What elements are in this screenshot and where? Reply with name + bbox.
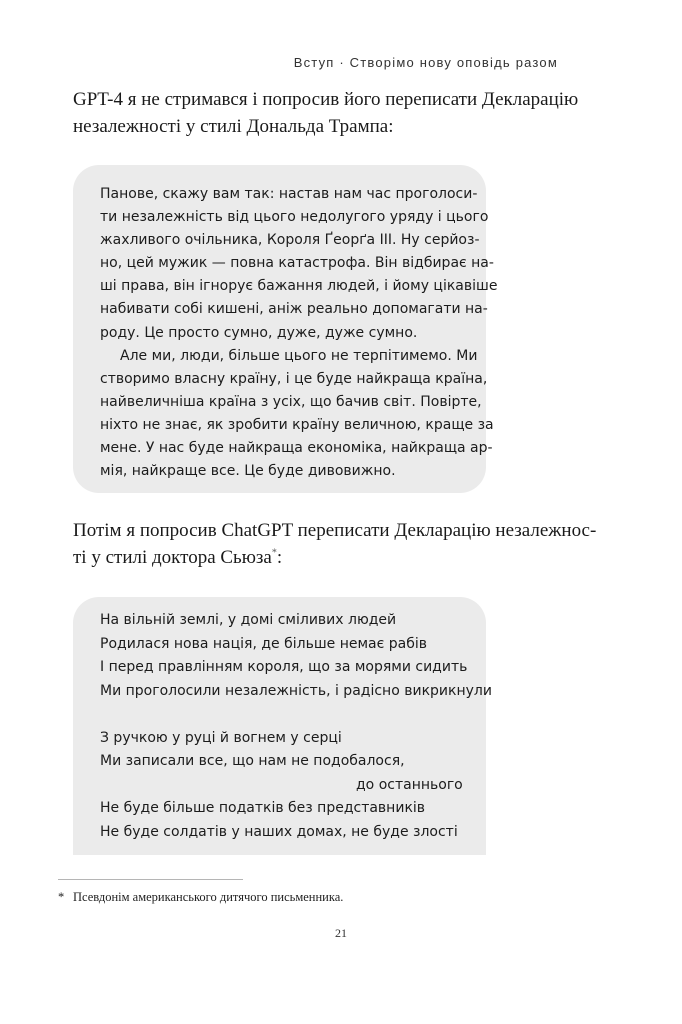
text-line: [73, 544, 593, 571]
text-line: незалежності у стилі Дональда Трампа:: [73, 116, 394, 137]
seuss-poem-bubble: [73, 597, 492, 855]
quote-line: роду. Це просто сумно, дуже, дуже сумно.: [100, 324, 418, 341]
quote-line: мене. У нас буде найкраща економіка, найкраща ар-: [100, 440, 493, 457]
trump-quote-bubble: [73, 165, 498, 493]
text-segment: ті у стилі доктора Сьюза: [73, 547, 272, 568]
text-line: Потім я попросив ChatGPT переписати Декларацію незалежнос-: [73, 520, 597, 541]
intro-paragraph-trump: [73, 86, 593, 140]
poem-line: Не буде більше податків без представників: [100, 800, 426, 816]
poem-line: Ми проголосили незалежність, і радісно викрикнули: [100, 682, 492, 699]
footnote-divider: [58, 879, 243, 880]
quote-line: Панове, скажу вам так: настав нам час проголоси-: [100, 186, 478, 202]
footnote: [58, 890, 343, 905]
footnote-text: Псевдонім американського дитячого письменника.: [73, 890, 344, 904]
poem-line-continuation: до останнього: [356, 776, 463, 793]
quote-line: жахливого очільника, Короля Ґеорґа III. Ну серйоз-: [100, 232, 480, 249]
quote-line: мія, найкраще все. Це буде дивовижно.: [100, 463, 396, 480]
text-segment: :: [276, 547, 283, 568]
poem-line: Не буде солдатів у наших домах, не буде злості: [100, 823, 458, 840]
quote-line: но, цей мужик — повна катастрофа. Він відбирає на-: [100, 255, 494, 272]
stanza-gap: [100, 703, 486, 727]
poem-line: Ми записали все, що нам не подобалося,: [100, 753, 405, 769]
quote-line: найвеличніша країна з усіх, що бачив світ. Повірте,: [100, 393, 482, 410]
poem-line: І перед правлінням короля, що за морями сидить: [100, 659, 468, 675]
quote-line: ти незалежність від цього недолугого уряду і цього: [100, 209, 489, 226]
quote-line: ніхто не знає, як зробити країну величною, краще за: [100, 416, 494, 433]
quote-line: Але ми, люди, більше цього не терпітимемо. Ми: [120, 347, 478, 364]
poem-line: З ручкою у руці й вогнем у серці: [100, 729, 342, 746]
quote-line: створимо власну країну, і це буде найкраща країна,: [100, 370, 488, 387]
footnote-marker: *: [271, 547, 277, 559]
intro-paragraph-seuss: [73, 517, 597, 571]
page-number: 21: [335, 926, 347, 940]
quote-line: ші права, він ігнорує бажання людей, і йому цікавіше: [100, 278, 498, 295]
footnote-star: *: [58, 890, 65, 904]
text-line: GPT-4 я не стримався і попросив його переписати Декларацію: [73, 89, 579, 110]
running-head: Вступ · Створімо нову оповідь разом: [293, 55, 558, 70]
poem-line: На вільній землі, у домі сміливих людей: [100, 612, 397, 628]
poem-line: Родилася нова нація, де більше немає рабів: [100, 635, 427, 652]
quote-line: набивати собі кишені, аніж реально допомагати на-: [100, 301, 488, 318]
